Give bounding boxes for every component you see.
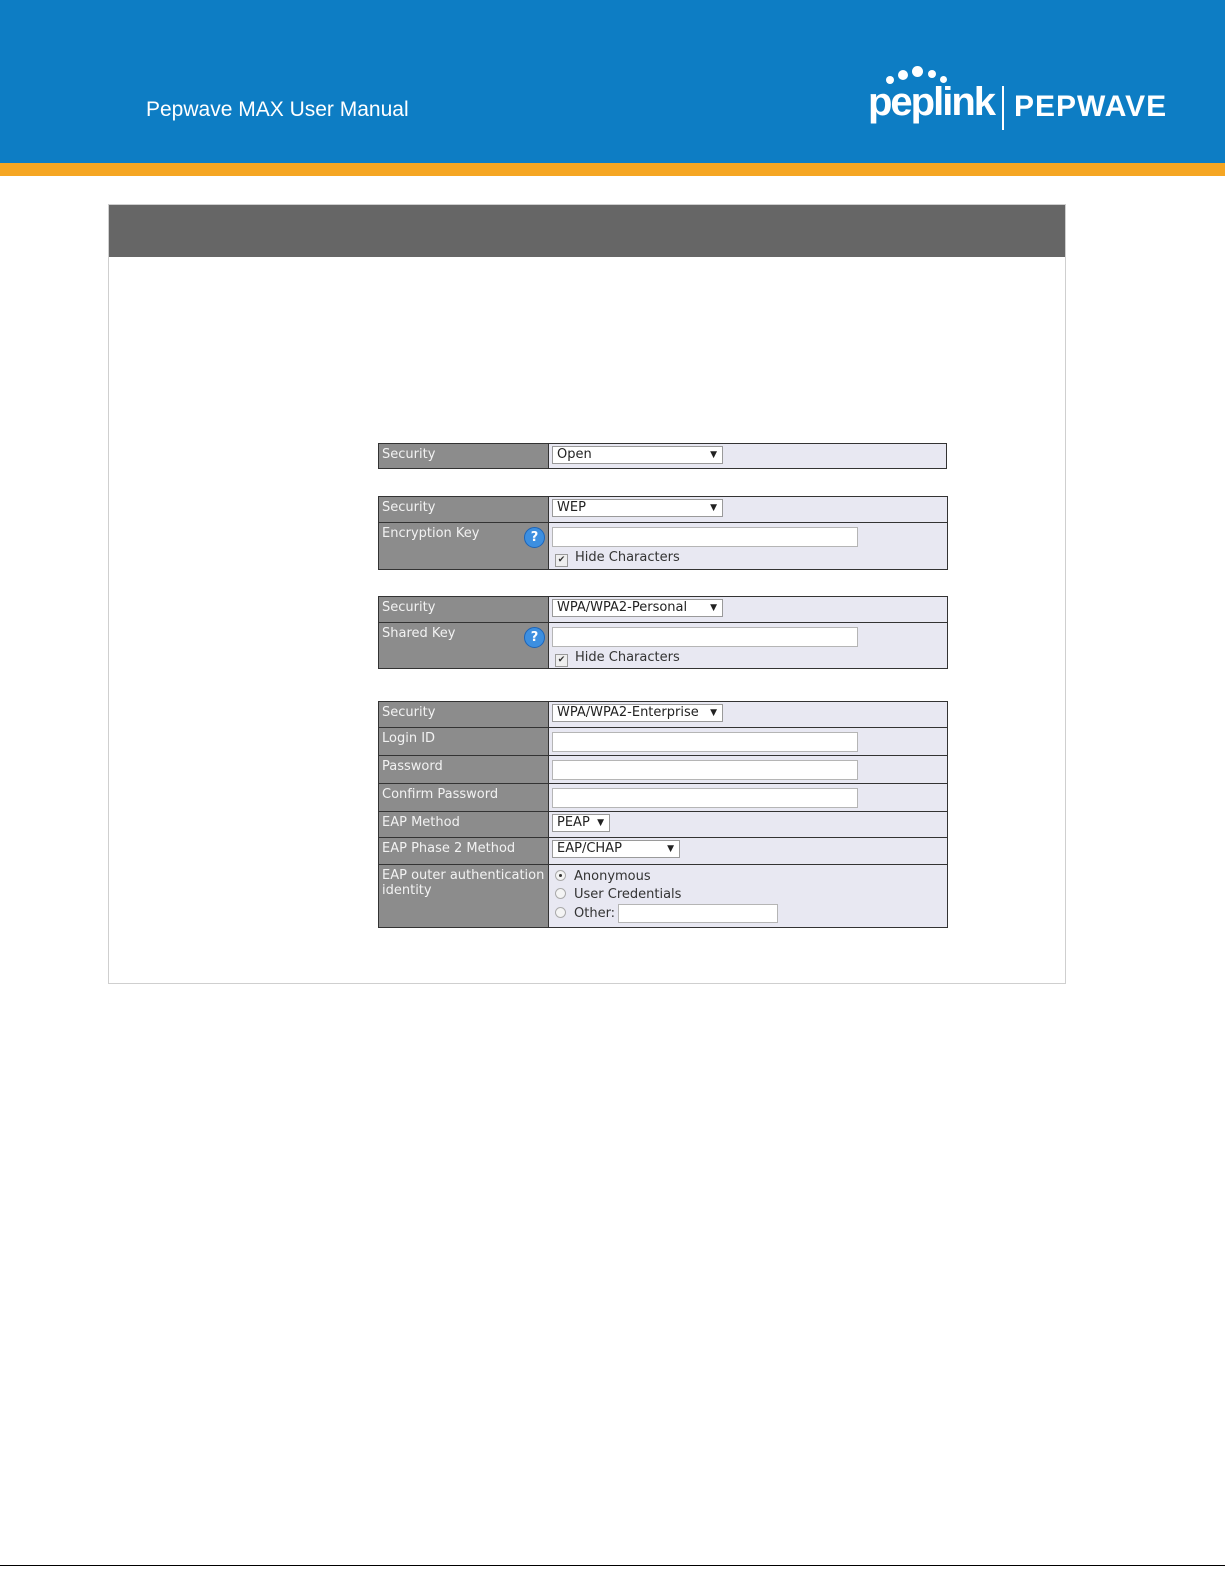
logo-peplink: peplink bbox=[868, 80, 995, 124]
logo-pepwave: PEPWAVE bbox=[1014, 90, 1168, 123]
login-id-label: Login ID bbox=[379, 728, 549, 755]
security-personal-form bbox=[378, 596, 948, 669]
security-enterprise-form bbox=[378, 701, 948, 928]
checkbox-checked-icon[interactable]: ✔ bbox=[555, 554, 568, 567]
radio-anonymous[interactable]: Anonymous bbox=[552, 868, 944, 886]
encryption-key-input[interactable] bbox=[552, 527, 858, 547]
radio-user-credentials[interactable]: User Credentials bbox=[552, 886, 944, 904]
brand-logo bbox=[868, 66, 1188, 136]
login-id-input[interactable] bbox=[552, 732, 858, 752]
eap-method-label: EAP Method bbox=[379, 812, 549, 837]
help-icon[interactable]: ? bbox=[524, 527, 545, 548]
document-title: Pepwave MAX User Manual bbox=[146, 98, 409, 121]
security-label: Security bbox=[379, 597, 549, 622]
hide-characters-checkbox[interactable]: ✔ Hide Characters bbox=[552, 650, 944, 667]
security-open-form bbox=[378, 443, 947, 469]
dropdown-arrow-icon: ▼ bbox=[710, 708, 717, 718]
security-select[interactable]: Open ▼ bbox=[552, 446, 723, 464]
encryption-key-label: Encryption Key bbox=[382, 526, 480, 541]
other-identity-input[interactable] bbox=[618, 904, 778, 923]
eap-method-select[interactable]: PEAP ▼ bbox=[552, 814, 610, 832]
page-bottom-rule bbox=[0, 1565, 1225, 1566]
checkbox-checked-icon[interactable]: ✔ bbox=[555, 654, 568, 667]
logo-divider bbox=[1002, 86, 1004, 130]
eap-outer-identity-label: EAP outer authentication identity bbox=[379, 865, 549, 927]
security-label: Security bbox=[379, 702, 549, 727]
security-select[interactable]: WPA/WPA2-Personal ▼ bbox=[552, 599, 723, 617]
radio-unselected-icon[interactable] bbox=[555, 888, 566, 899]
dropdown-arrow-icon: ▼ bbox=[710, 603, 717, 613]
shared-key-label: Shared Key bbox=[382, 626, 456, 641]
help-icon[interactable]: ? bbox=[524, 627, 545, 648]
security-select[interactable]: WEP ▼ bbox=[552, 499, 723, 517]
panel-header-bar bbox=[109, 205, 1065, 257]
password-label: Password bbox=[379, 756, 549, 783]
confirm-password-label: Confirm Password bbox=[379, 784, 549, 811]
password-input[interactable] bbox=[552, 760, 858, 780]
security-select[interactable]: WPA/WPA2-Enterprise ▼ bbox=[552, 704, 723, 722]
document-header bbox=[0, 0, 1225, 163]
hide-characters-checkbox[interactable]: ✔ Hide Characters bbox=[552, 550, 944, 567]
radio-unselected-icon[interactable] bbox=[555, 907, 566, 918]
radio-other[interactable]: Other: bbox=[552, 904, 944, 923]
eap-phase2-select[interactable]: EAP/CHAP ▼ bbox=[552, 840, 680, 858]
dropdown-arrow-icon: ▼ bbox=[710, 450, 717, 460]
security-label: Security bbox=[379, 444, 549, 468]
eap-phase2-label: EAP Phase 2 Method bbox=[379, 838, 549, 864]
radio-selected-icon[interactable] bbox=[555, 870, 566, 881]
dropdown-arrow-icon: ▼ bbox=[667, 844, 674, 854]
dropdown-arrow-icon: ▼ bbox=[597, 818, 604, 828]
security-wep-form bbox=[378, 496, 948, 570]
security-label: Security bbox=[379, 497, 549, 522]
dropdown-arrow-icon: ▼ bbox=[710, 503, 717, 513]
header-accent-stripe bbox=[0, 163, 1225, 176]
shared-key-input[interactable] bbox=[552, 627, 858, 647]
confirm-password-input[interactable] bbox=[552, 788, 858, 808]
